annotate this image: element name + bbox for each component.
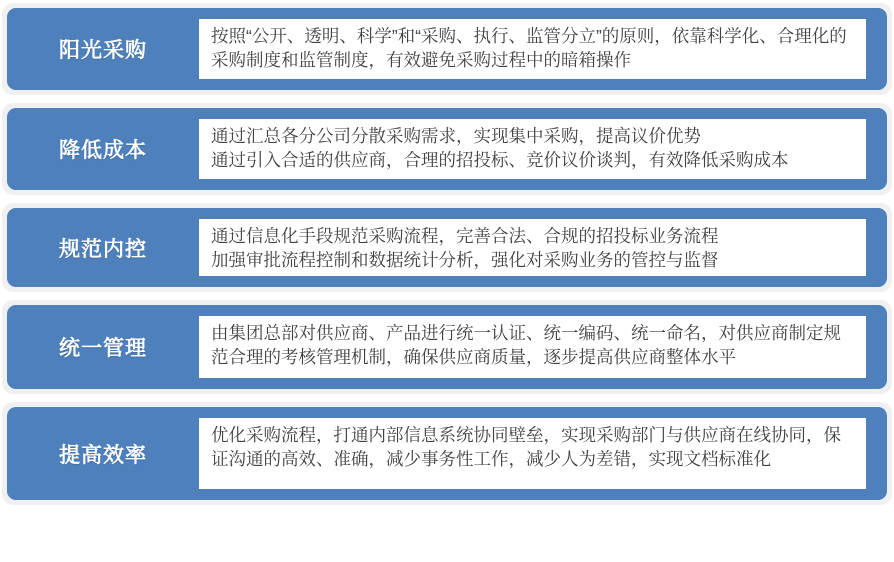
row-label-zone — [7, 208, 199, 287]
description-line: 加强审批流程控制和数据统计分析，强化对采购业务的管控与监督 — [211, 250, 719, 270]
row-sunshine-procurement — [7, 8, 887, 90]
row-unified-management — [7, 305, 887, 389]
row-label-zone — [7, 108, 199, 190]
row-reduce-cost — [7, 108, 887, 190]
row-frame-sunshine-procurement — [2, 3, 892, 95]
row-label: 规范内控 — [59, 237, 147, 261]
description-line: 优化采购流程，打通内部信息系统协同壁垒，实现采购部门与供应商在线协同，保证沟通的高效、准确，减少事务性工作，减少人为差错，实现文档标准化 — [211, 425, 841, 469]
row-frame-standardize-internal-control — [2, 203, 892, 292]
row-label-zone — [7, 8, 199, 90]
row-label: 阳光采购 — [59, 39, 147, 62]
row-label-zone — [7, 305, 199, 389]
row-label: 统一管理 — [59, 337, 147, 360]
row-standardize-internal-control — [7, 208, 887, 287]
description-line: 由集团总部对供应商、产品进行统一认证、统一编码、统一命名，对供应商制定规范合理的考核管理机制，确保供应商质量，逐步提高供应商整体水平 — [211, 323, 841, 367]
row-label: 降低成本 — [59, 139, 147, 162]
row-improve-efficiency — [7, 407, 887, 500]
row-description — [199, 119, 866, 179]
row-frame-unified-management — [2, 300, 892, 394]
row-label: 提高效率 — [59, 443, 147, 467]
row-description — [199, 19, 866, 79]
description-line: 通过信息化手段规范采购流程，完善合法、合规的招投标业务流程 — [211, 226, 719, 246]
row-frame-reduce-cost — [2, 103, 892, 195]
description-line: 按照“公开、透明、科学”和“采购、执行、监管分立”的原则，依靠科学化、合理化的采购制度和监管制度，有效避免采购过程中的暗箱操作 — [211, 26, 847, 70]
row-label-zone — [7, 407, 199, 500]
row-description — [199, 219, 866, 276]
row-description — [199, 418, 866, 489]
description-line: 通过引入合适的供应商，合理的招投标、竞价议价谈判，有效降低采购成本 — [211, 150, 789, 170]
row-description — [199, 316, 866, 378]
row-frame-improve-efficiency — [2, 402, 892, 505]
description-line: 通过汇总各分公司分散采购需求，实现集中采购，提高议价优势 — [211, 126, 701, 146]
